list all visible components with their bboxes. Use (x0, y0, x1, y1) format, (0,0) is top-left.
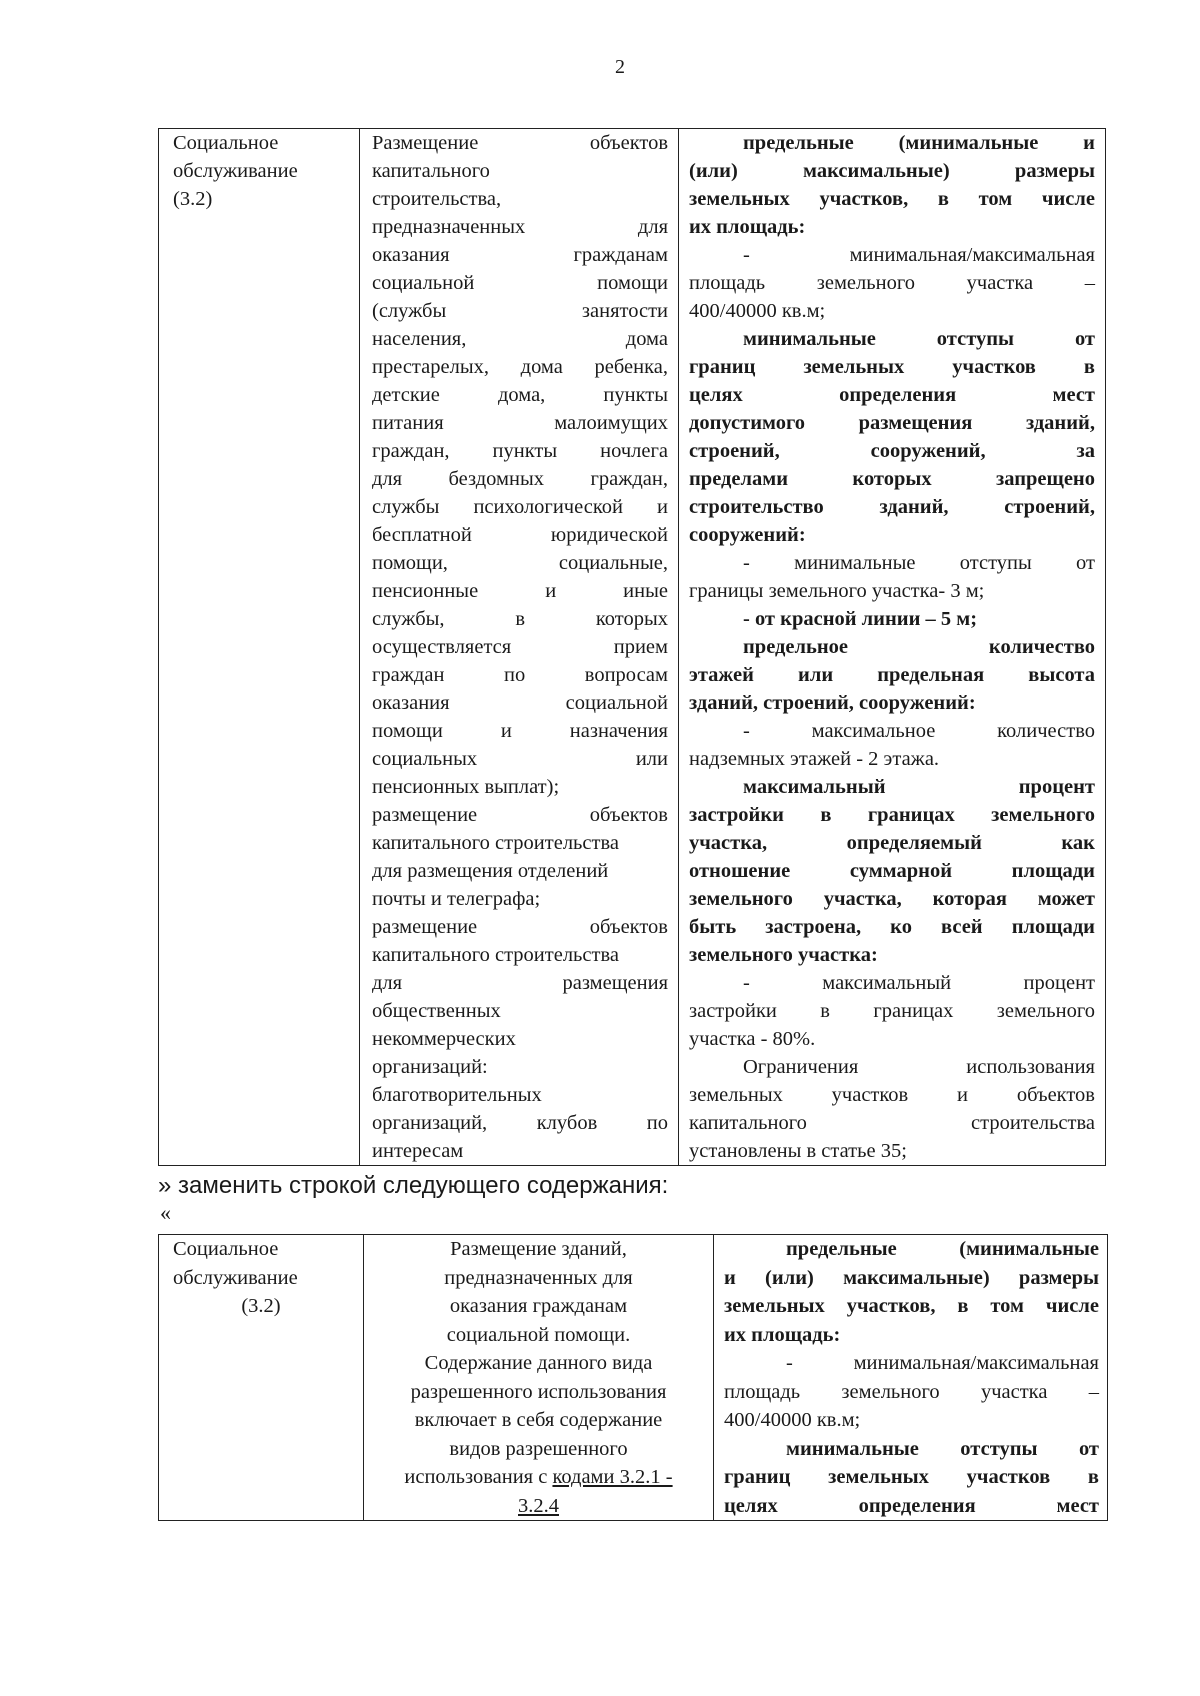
text-line: размещение объектов (372, 804, 668, 826)
text-line: земельных участков, в том числе (724, 1295, 1099, 1317)
text-line: - минимальная/максимальная (743, 244, 1095, 266)
text-line: (3.2) (173, 188, 213, 210)
text-line: пенсионные и иные (372, 580, 668, 602)
text-line: детские дома, пункты (372, 384, 668, 406)
text-line: социальных или (372, 748, 668, 770)
text-line: общественных (372, 1000, 501, 1022)
text-line: Размещение зданий, (450, 1238, 627, 1260)
text-line: предназначенных для (372, 216, 668, 238)
text-line: Социальное (173, 132, 279, 154)
text-line: интересам (372, 1140, 464, 1162)
text-line: службы, в которых (372, 608, 668, 630)
text-line: строительство зданий, строений, (689, 496, 1095, 518)
text-line: обслуживание (173, 160, 298, 182)
text-line: отношение суммарной площади (689, 860, 1095, 882)
text-line: максимальный процент (743, 776, 1095, 798)
text-line: Социальное (173, 1238, 279, 1260)
text-line: их площадь: (689, 216, 806, 238)
text-line: земельных участков и объектов (689, 1084, 1095, 1106)
table-row (159, 129, 1106, 1166)
text-line: для размещения (372, 972, 668, 994)
text-fragment: использования с (404, 1466, 553, 1488)
text-line: предназначенных для (444, 1266, 633, 1289)
text-line: границы земельного участка- 3 м; (689, 580, 985, 602)
codes-reference: 3.2.4 (518, 1494, 559, 1517)
text-line: для бездомных граждан, (372, 468, 668, 490)
text-line: разрешенного использования (410, 1380, 667, 1403)
text-line: и (или) максимальные) размеры (724, 1266, 1099, 1289)
text-line: граждан по вопросам (372, 664, 668, 686)
text-line: организаций, клубов по (372, 1112, 668, 1134)
text-line: помощи, социальные, (372, 552, 668, 574)
text-line: этажей или предельная высота (689, 664, 1095, 686)
table-row (159, 1235, 1108, 1521)
text-line: надземных этажей - 2 этажа. (689, 748, 940, 770)
text-line: капитального (372, 160, 490, 182)
text-line: застройки в границах земельного (689, 1000, 1095, 1022)
text-line: установлены в статье 35; (689, 1140, 907, 1162)
cell-type-name (159, 1235, 364, 1521)
text-line: быть застроена, ко всей площади (689, 916, 1095, 938)
text-line: размещение объектов (372, 916, 668, 938)
cell-parameters (714, 1235, 1108, 1521)
text-line: границ земельных участков в (689, 356, 1095, 378)
opening-quote: « (160, 1200, 171, 1225)
cell-type-name (159, 129, 360, 1166)
text-line: обслуживание (173, 1266, 298, 1289)
text-line: пенсионных выплат); (372, 776, 560, 798)
text-line: земельного участка, которая может (689, 888, 1095, 910)
text-line: минимальные отступы от (743, 328, 1095, 350)
text-line: участка, определяемый как (689, 832, 1095, 854)
text-line: капитального строительства (372, 944, 619, 966)
text-line: зданий, строений, сооружений: (689, 692, 976, 714)
text-line: строений, сооружений, за (689, 440, 1095, 462)
page-number: 2 (615, 56, 625, 78)
text-line: застройки в границах земельного (689, 804, 1095, 826)
text-line: 400/40000 кв.м; (689, 300, 826, 322)
text-line: капитального строительства (372, 832, 619, 854)
text-line: целях определения мест (724, 1494, 1099, 1517)
text-line: благотворительных (372, 1084, 542, 1106)
text-line: - максимальное количество (743, 720, 1095, 742)
text-line: осуществляется прием (372, 636, 668, 658)
text-line: (службы занятости (372, 300, 668, 322)
table-original-row (158, 128, 1106, 1166)
text-line: границ земельных участков в (724, 1466, 1099, 1488)
text-line: земельного участка: (689, 944, 878, 966)
text-line: 400/40000 кв.м; (724, 1409, 861, 1431)
text-line: бесплатной юридической (372, 524, 668, 546)
text-line: - минимальные отступы от (743, 552, 1095, 574)
text-line: строительства, (372, 188, 502, 210)
text-line: минимальные отступы от (786, 1437, 1099, 1460)
text-line: предельные (минимальные (786, 1238, 1099, 1260)
text-line: службы психологической и (372, 496, 668, 518)
cell-description (360, 129, 679, 1166)
text-line: социальной помощи. (446, 1323, 631, 1346)
codes-reference: кодами 3.2.1 - (552, 1466, 673, 1488)
text-line: видов разрешенного (449, 1437, 628, 1460)
text-line: площадь земельного участка – (724, 1380, 1099, 1403)
text-line: площадь земельного участка – (689, 272, 1095, 294)
text-line: земельных участков, в том числе (689, 188, 1095, 210)
cell-parameters (679, 129, 1106, 1166)
text-line: капитального строительства (689, 1112, 1095, 1134)
text-line: помощи и назначения (372, 720, 668, 742)
text-line: граждан, пункты ночлега (372, 440, 668, 462)
text-line: - максимальный процент (743, 972, 1095, 994)
text-line: организаций: (372, 1056, 488, 1078)
text-line: престарелых, дома ребенка, (372, 356, 668, 378)
cell-description (364, 1235, 714, 1521)
replace-instruction: » заменить строкой следующего содержания: (158, 1172, 669, 1199)
text-line: участка - 80%. (689, 1028, 816, 1050)
text-line: - от красной линии – 5 м; (743, 608, 978, 630)
text-line: предельные (минимальные и (743, 132, 1095, 154)
text-line: почты и телеграфа; (372, 888, 541, 910)
text-line: целях определения мест (689, 384, 1095, 406)
text-line: допустимого размещения зданий, (689, 412, 1095, 434)
text-line: предельное количество (743, 636, 1095, 658)
text-line (364, 1463, 713, 1492)
text-line: (или) максимальные) размеры (689, 160, 1095, 182)
text-line: Ограничения использования (743, 1056, 1095, 1078)
text-line: оказания гражданам (372, 244, 668, 266)
text-line: (3.2) (241, 1295, 281, 1317)
text-line: социальной помощи (372, 272, 668, 294)
text-line: Содержание данного вида (424, 1352, 653, 1374)
text-line: пределами которых запрещено (689, 468, 1095, 490)
text-line: Размещение объектов (372, 132, 668, 154)
text-line: оказания социальной (372, 692, 668, 714)
text-line: населения, дома (372, 328, 668, 350)
text-line: оказания гражданам (449, 1295, 628, 1317)
text-line: - минимальная/максимальная (786, 1352, 1099, 1374)
text-line: для размещения отделений (372, 860, 609, 882)
text-line: питания малоимущих (372, 412, 668, 434)
text-line: включает в себя содержание (414, 1409, 663, 1431)
text-line: сооружений: (689, 524, 806, 546)
table-replacement-row (158, 1234, 1108, 1521)
text-line: их площадь: (724, 1323, 841, 1346)
text-line: некоммерческих (372, 1028, 516, 1050)
